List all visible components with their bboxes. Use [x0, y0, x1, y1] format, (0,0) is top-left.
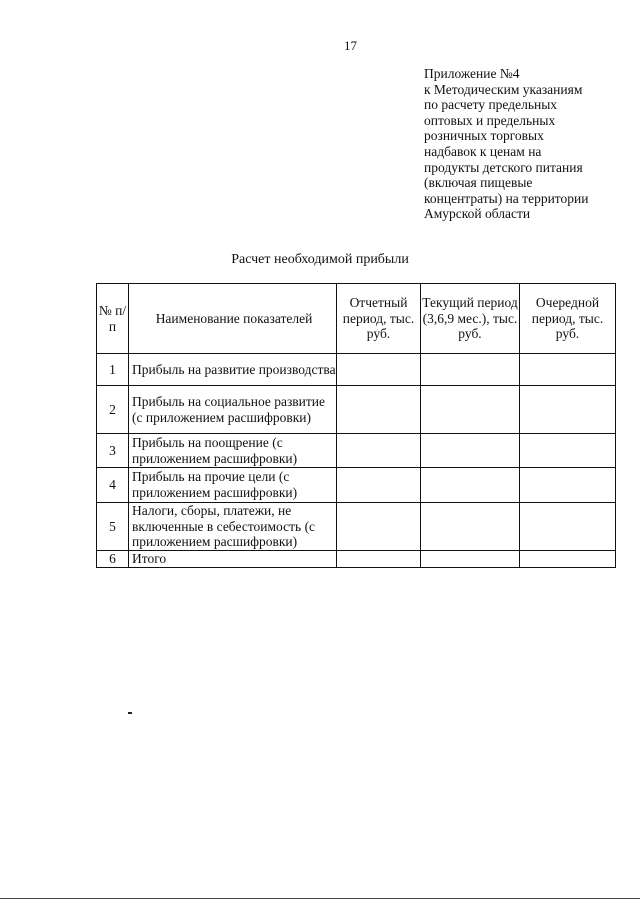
row-name: Прибыль на развитие производства: [129, 354, 337, 386]
annex-line: розничных торговых: [424, 128, 544, 144]
row-number: 4: [97, 468, 129, 503]
annex-line: Амурской области: [424, 206, 531, 222]
cell-next: [520, 551, 616, 568]
row-number: 6: [97, 551, 129, 568]
table-row: [97, 503, 616, 551]
table-row: [97, 434, 616, 468]
cell-reporting: [337, 434, 421, 468]
header-reporting-period: Отчетный период, тыс. руб.: [337, 284, 421, 354]
table-row: [97, 354, 616, 386]
annex-line: оптовых и предельных: [424, 112, 556, 128]
annex-block: [424, 66, 624, 222]
table-row: [97, 468, 616, 503]
header-current-period: Текущий период (3,6,9 мес.), тыс. руб.: [421, 284, 520, 354]
annex-line: по расчету предельных: [424, 97, 558, 113]
table-header-row: [97, 284, 616, 354]
cell-current: [421, 551, 520, 568]
cell-current: [421, 503, 520, 551]
header-next-period: Очередной период, тыс. руб.: [520, 284, 616, 354]
cell-current: [421, 434, 520, 468]
scan-edge-line: [0, 898, 640, 899]
annex-line: Приложение №4: [424, 66, 520, 81]
cell-next: [520, 386, 616, 434]
row-name: Прибыль на социальное развитие (с приложением расшифровки): [129, 386, 337, 434]
cell-current: [421, 386, 520, 434]
page-number: 17: [344, 38, 357, 53]
row-name: Налоги, сборы, платежи, не включенные в себестоимость (с приложением расшифровки): [129, 503, 337, 551]
profit-table: [96, 283, 616, 568]
annex-line: (включая пищевые: [424, 175, 533, 191]
document-title: Расчет необходимой прибыли: [231, 252, 409, 267]
row-name: Прибыль на прочие цели (с приложением расшифровки): [129, 468, 337, 503]
cell-reporting: [337, 354, 421, 386]
row-number: 1: [97, 354, 129, 386]
cell-next: [520, 354, 616, 386]
header-name: Наименование показателей: [129, 284, 337, 354]
annex-line: концентраты) на территории: [424, 190, 589, 206]
annex-line: продукты детского питания: [424, 159, 583, 175]
cell-current: [421, 468, 520, 503]
table-row: [97, 386, 616, 434]
table-row: [97, 551, 616, 568]
cell-next: [520, 503, 616, 551]
row-name: Прибыль на поощрение (с приложением расшифровки): [129, 434, 337, 468]
cell-reporting: [337, 386, 421, 434]
row-number: 3: [97, 434, 129, 468]
header-num: № п/п: [97, 284, 129, 354]
cell-next: [520, 468, 616, 503]
annex-line: к Методическим указаниям: [424, 81, 583, 97]
scan-speck: [128, 712, 132, 714]
cell-reporting: [337, 503, 421, 551]
row-number: 5: [97, 503, 129, 551]
row-number: 2: [97, 386, 129, 434]
cell-next: [520, 434, 616, 468]
cell-reporting: [337, 551, 421, 568]
cell-reporting: [337, 468, 421, 503]
annex-line: надбавок к ценам на: [424, 143, 542, 159]
cell-current: [421, 354, 520, 386]
row-name: Итого: [129, 551, 337, 568]
